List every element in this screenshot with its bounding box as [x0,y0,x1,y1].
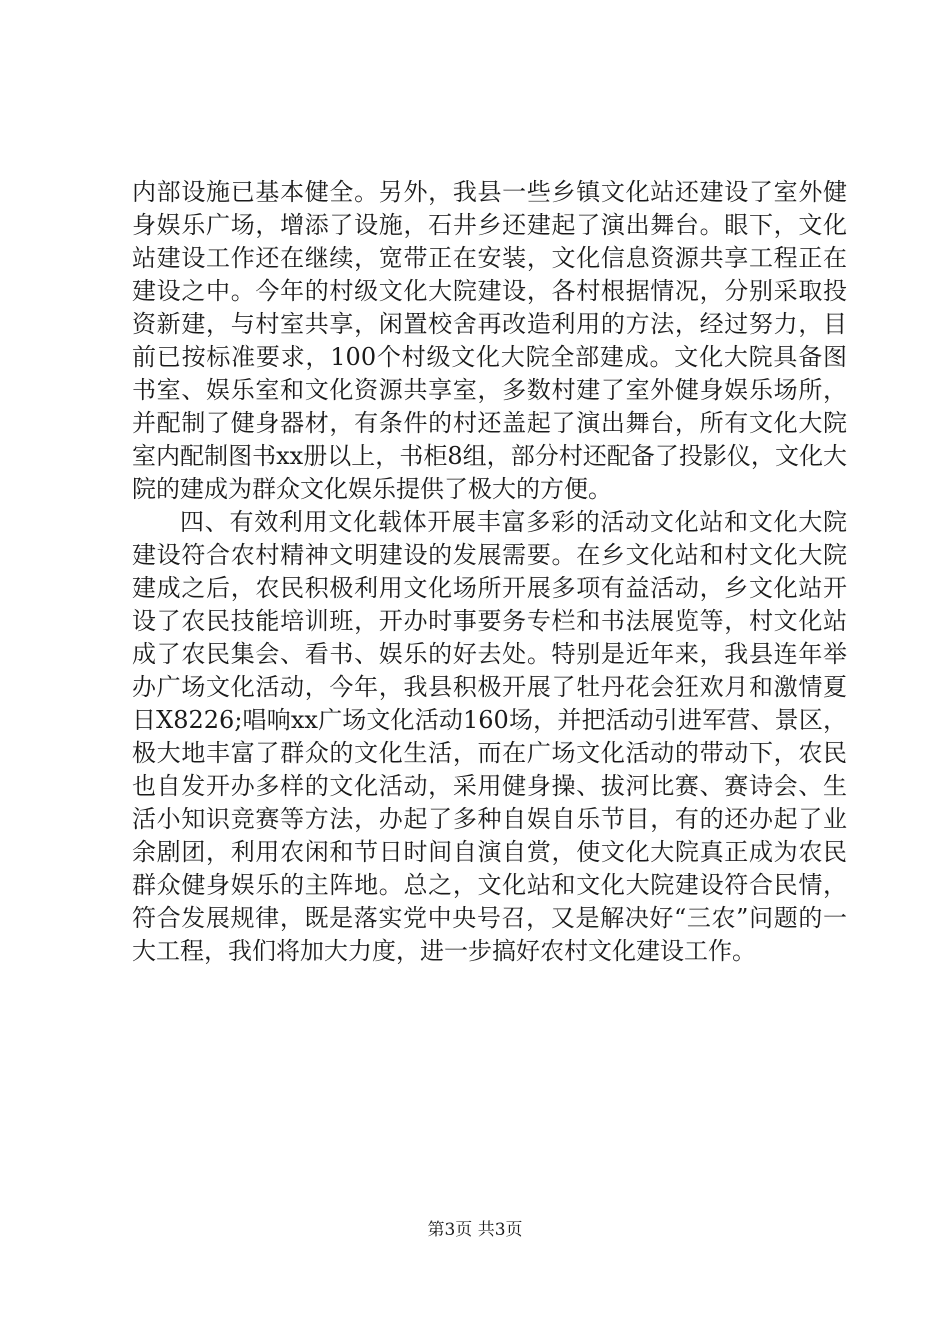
page-number-footer: 第3页 共3页 [427,1220,523,1240]
paragraph-1: 内部设施已基本健全。另外，我县一些乡镇文化站还建设了室外健身娱乐广场，增添了设施，石井乡还建起了演出舞台。眼下，文化站建设工作还在继续，宽带正在安装，文化信息资源共享工程正在建设之中。今年的村级文化大院建设，各村根据情况，分别采取投资新建，与村室共享，闲置校舍再改造利用的方法，经过努力，目前已按标准要求，100个村级文化大院全部建成。文化大院具备图书室、娱乐室和文化资源共享室，多数村建了室外健身娱乐场所，并配制了健身器材，有条件的村还盖起了演出舞台，所有文化大院室内配制图书xx册以上，书柜8组，部分村还配备了投影仪，文化大院的建成为群众文化娱乐提供了极大的方便。 [132,178,847,503]
document-body [132,176,847,968]
paragraph-2: 四、有效利用文化载体开展丰富多彩的活动文化站和文化大院建设符合农村精神文明建设的发展需要。在乡文化站和村文化大院建成之后，农民积极利用文化场所开展多项有益活动，乡文化站开设了农民技能培训班，开办时事要务专栏和书法展览等，村文化站成了农民集会、看书、娱乐的好去处。特别是近年来，我县连年举办广场文化活动，今年，我县积极开展了牡丹花会狂欢月和激情夏日X8226;唱响xx广场文化活动160场，并把活动引进军营、景区，极大地丰富了群众的文化生活，而在广场文化活动的带动下，农民也自发开办多样的文化活动，采用健身操、拔河比赛、赛诗会、生活小知识竞赛等方法，办起了多种自娱自乐节目，有的还办起了业余剧团，利用农闲和节日时间自演自赏，使文化大院真正成为农民群众健身娱乐的主阵地。总之，文化站和文化大院建设符合民情，符合发展规律，既是落实党中央号召，又是解决好“三农”问题的一大工程，我们将加大力度，进一步搞好农村文化建设工作。 [132,508,847,965]
